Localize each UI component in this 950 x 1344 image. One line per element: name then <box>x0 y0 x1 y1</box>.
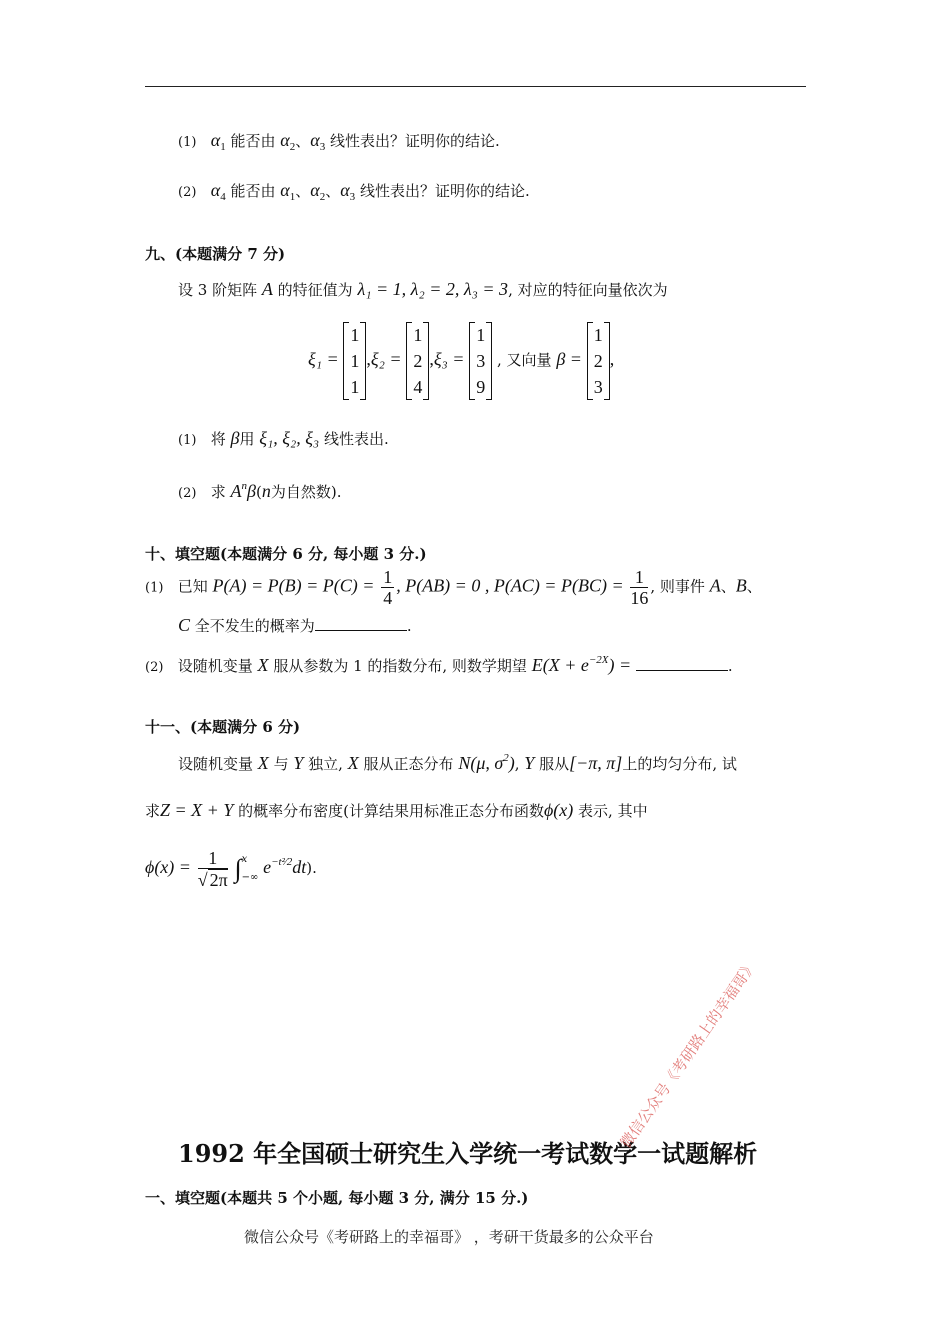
q10-part-1-number: (1) <box>145 580 164 596</box>
q11-text-f: 上的均匀分布, 试 <box>622 755 737 773</box>
matrix-a-symbol: A <box>261 279 273 299</box>
q11-line-2 <box>145 800 648 821</box>
q9-part-2-text-c: 为自然数). <box>270 483 342 501</box>
q10-part-1-text-a: 已知 <box>177 577 208 596</box>
alpha-4: $\alpha_4$ <box>210 180 226 203</box>
comma: , <box>609 349 615 369</box>
footer-note: 微信公众号《考研路上的幸福哥》 ，考研干货最多的公众平台 <box>244 1228 654 1246</box>
q10-part-2 <box>145 654 733 676</box>
q10-part-2-number: (2) <box>145 660 164 675</box>
q9-heading: 九、(本题满分 7 分) <box>145 245 286 263</box>
variable-y: Y <box>293 753 304 773</box>
alpha-1: $\alpha_1$ <box>210 130 226 153</box>
q10-part-1 <box>145 567 762 608</box>
probability-expression-2: , P(AB) = 0 , P(AC) = P(BC) = <box>396 575 624 596</box>
watermark: 微信公众号《考研路上的幸福哥》 <box>616 956 761 1152</box>
fraction-one-sixteenth: $\frac{1}{16}$ <box>630 567 649 608</box>
q11-text-a: 设随机变量 <box>178 755 254 773</box>
xi-2-label: ξ₂ = <box>370 349 402 369</box>
period: . <box>727 657 733 675</box>
xi-3-vector: 1 3 9 <box>469 322 492 400</box>
event-b: B <box>735 575 747 596</box>
q8-part-1 <box>178 130 500 153</box>
q10-part-1-text-c: 全不发生的概率为 <box>194 617 315 635</box>
variable-x: X <box>257 753 269 773</box>
q9-part-2-text-a: 求 <box>210 483 226 501</box>
separator: 、 <box>720 577 736 596</box>
q9-intro-text-b: 的特征值为 <box>277 281 353 299</box>
answer-blank-1[interactable] <box>315 616 407 631</box>
q9-intro-text-a: 设 3 阶矩阵 <box>178 281 258 299</box>
q9-part-1-text-c: 线性表出. <box>323 430 389 448</box>
variable-y: Y <box>524 753 535 773</box>
eigenvalues: λ₁ = 1, λ₂ = 2, λ₃ = 3 <box>357 279 509 299</box>
xi-1-vector: 1 1 1 <box>343 322 366 400</box>
q9-part-2-number: (2) <box>178 486 197 501</box>
q9-part-1-number: (1) <box>178 433 197 448</box>
comma: , <box>429 349 434 369</box>
answers-section-1-heading: 一、填空题(本题共 5 个小题, 每小题 3 分, 满分 15 分.) <box>145 1189 529 1207</box>
a-power-n: $A^n$ <box>230 480 248 501</box>
variable-x: X <box>347 753 359 773</box>
q9-and-text: , 又向量 <box>497 351 552 369</box>
xi-list: ξ₁, ξ₂, ξ₃ <box>259 428 320 448</box>
eigenvector-row <box>308 322 614 400</box>
q8-part-2-text-a: 能否由 <box>230 182 276 200</box>
alpha-2: $\alpha_2$ <box>310 180 326 203</box>
beta-symbol: β <box>230 428 240 448</box>
q10-part-2-text-b: 服从参数为 1 的指数分布, 则数学期望 <box>273 657 527 675</box>
q8-part-1-text-a: 能否由 <box>230 132 276 150</box>
q8-part-2-text-b: 线性表出？证明你的结论. <box>359 182 530 200</box>
phi-definition <box>145 848 317 890</box>
q11-text-b: 与 <box>273 755 289 773</box>
separator: 、 <box>325 182 341 200</box>
exponential-term: $e^{-t^2⁄2}$ <box>263 856 293 877</box>
q9-part-2-text-b: ( <box>256 483 262 501</box>
q9-part-1-text-a: 将 <box>210 430 226 448</box>
q10-part-1-text-b: , 则事件 <box>650 577 705 596</box>
q10-part-2-text-a: 设随机变量 <box>177 657 253 675</box>
answer-blank-2[interactable] <box>636 656 728 671</box>
closing-paren: ). <box>306 859 317 877</box>
q10-heading: 十、填空题(本题满分 6 分, 每小题 3 分.) <box>145 545 427 563</box>
q9-part-1-text-b: 用 <box>239 430 255 448</box>
period: . <box>406 617 412 635</box>
q10-part-1-continued <box>178 615 412 636</box>
event-a: A <box>709 575 721 596</box>
beta-symbol: β <box>247 481 256 501</box>
q9-intro-text-c: , 对应的特征向量依次为 <box>508 281 668 299</box>
q11-text-d: 服从正态分布 <box>363 755 454 773</box>
q11-text-c: 独立, <box>308 755 343 773</box>
q8-part-2 <box>178 180 530 203</box>
z-definition: Z = X + Y <box>160 800 234 820</box>
xi-2-vector: 1 2 4 <box>406 322 429 400</box>
q9-part-1 <box>178 428 389 449</box>
fraction-one-quarter: $\frac{1}{4}$ <box>383 567 393 608</box>
q11-line-1 <box>178 752 737 774</box>
answers-title: 1992 年全国硕士研究生入学统一考试数学一试题解析 <box>178 1139 758 1168</box>
alpha-3: $\alpha_3$ <box>310 130 326 153</box>
separator: 、 <box>746 577 762 596</box>
q9-intro <box>178 279 668 300</box>
n-symbol: n <box>261 481 271 501</box>
dt: dt <box>292 857 307 877</box>
integral-limits: x −∞ <box>241 854 259 883</box>
phi-lhs: ϕ(x) = <box>145 857 191 877</box>
xi-3-label: ξ₃ = <box>433 349 465 369</box>
probability-expression-1: P(A) = P(B) = P(C) = <box>212 575 375 596</box>
variable-x: X <box>257 655 269 675</box>
phi-fraction: $\frac{1}{√ 2\pi}$ <box>197 848 228 890</box>
event-c: C <box>178 615 191 635</box>
phi-function: ϕ(x) <box>543 800 574 820</box>
beta-vector: 1 2 3 <box>587 322 610 400</box>
q11-heading: 十一、(本题满分 6 分) <box>145 718 301 736</box>
q11-text-e: 服从 <box>539 755 570 773</box>
separator: 、 <box>295 182 311 200</box>
q11-text-i: 表示, 其中 <box>578 802 648 820</box>
alpha-1: $\alpha_1$ <box>280 180 296 203</box>
header-rule <box>145 86 806 87</box>
q9-part-2 <box>178 480 341 502</box>
comma: , <box>366 349 371 369</box>
expectation-expression: $E(X + e^{-2X})$ = <box>531 654 632 675</box>
integral-sign: ∫ <box>234 854 242 883</box>
beta-label: β = <box>556 349 582 369</box>
q8-part-1-text-b: 线性表出？证明你的结论. <box>329 132 500 150</box>
interval: [−π, π] <box>569 753 623 773</box>
q11-text-h: 的概率分布密度(计算结果用标准正态分布函数 <box>238 802 544 820</box>
q11-text-g: 求 <box>145 802 161 820</box>
separator: 、 <box>295 132 311 150</box>
comma: , <box>514 755 520 773</box>
q8-part-1-number: (1) <box>178 135 197 150</box>
normal-distribution: N(μ, $\sigma^2$) <box>458 752 515 773</box>
q8-part-2-number: (2) <box>178 185 197 200</box>
xi-1-label: ξ₁ = <box>308 349 339 369</box>
alpha-2: $\alpha_2$ <box>280 130 296 153</box>
alpha-3: $\alpha_3$ <box>340 180 356 203</box>
